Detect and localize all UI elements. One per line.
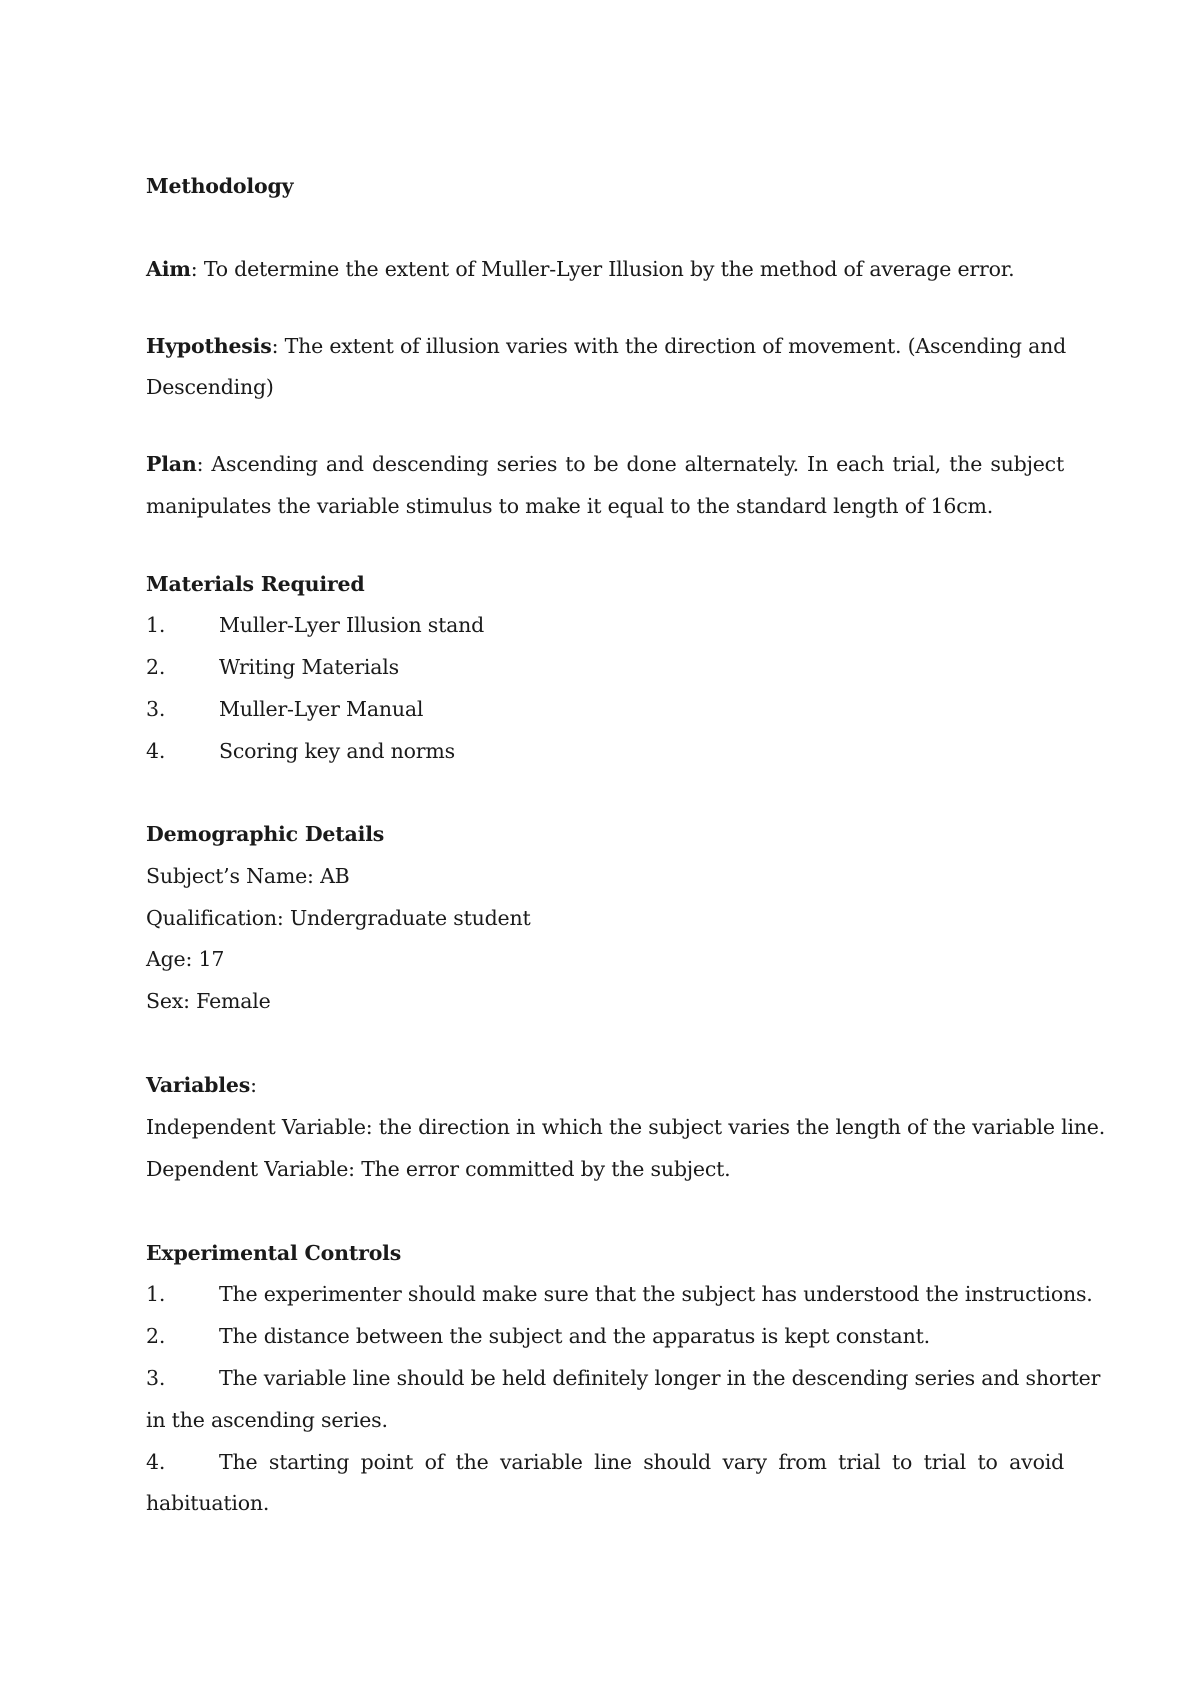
hypothesis-line-2: Descending) (146, 375, 274, 399)
aim-text: : To determine the extent of Muller-Lyer Illusion by the method of average error. (190, 257, 1015, 281)
variables-heading-line (146, 1064, 257, 1106)
document-page (146, 0, 1106, 1698)
subject-sex: Sex: Female (146, 989, 271, 1013)
demographic-heading: Demographic Details (146, 822, 385, 846)
aim-paragraph (146, 248, 1014, 290)
list-item (146, 730, 455, 772)
list-item-number: 1. (146, 613, 166, 637)
section-title: Methodology (146, 174, 294, 198)
hypothesis-text: : The extent of illusion varies with the direction of movement. (Ascending and (271, 334, 1067, 358)
plan-line-2: manipulates the variable stimulus to make it equal to the standard length of 16cm. (146, 494, 994, 518)
list-item (146, 1315, 930, 1357)
list-item (146, 646, 399, 688)
list-item-text: The distance between the subject and the apparatus is kept constant. (219, 1324, 930, 1348)
dependent-variable: Dependent Variable: The error committed by the subject. (146, 1157, 731, 1181)
subject-qualification: Qualification: Undergraduate student (146, 906, 531, 930)
list-item-number: 2. (146, 655, 166, 679)
list-item-text: The starting point of the variable line should vary from trial to trial to avoid (219, 1450, 1064, 1474)
list-item-number: 2. (146, 1324, 166, 1348)
list-item-text: Muller-Lyer Manual (219, 697, 424, 721)
list-item (146, 1357, 1101, 1399)
list-item (146, 604, 484, 646)
list-item-continuation: habituation. (146, 1491, 270, 1515)
list-item (146, 1441, 1064, 1483)
independent-variable: Independent Variable: the direction in which the subject varies the length of the variable line. (146, 1115, 1106, 1139)
list-item-number: 4. (146, 739, 166, 763)
subject-age: Age: 17 (146, 947, 225, 971)
list-item-number: 3. (146, 1366, 166, 1390)
list-item-number: 1. (146, 1282, 166, 1306)
list-item-number: 3. (146, 697, 166, 721)
plan-line-1 (146, 443, 1064, 485)
variables-heading-suffix: : (250, 1073, 257, 1097)
hypothesis-line-1 (146, 325, 1067, 367)
list-item-text: Muller-Lyer Illusion stand (219, 613, 485, 637)
list-item-text: Scoring key and norms (219, 739, 455, 763)
list-item-continuation: in the ascending series. (146, 1408, 388, 1432)
list-item (146, 1273, 1093, 1315)
plan-text: : Ascending and descending series to be done alternately. In each trial, the subject (196, 452, 1064, 476)
subject-name: Subject’s Name: AB (146, 864, 350, 888)
materials-heading: Materials Required (146, 572, 365, 596)
list-item-number: 4. (146, 1450, 166, 1474)
variables-heading: Variables (146, 1073, 251, 1097)
list-item-text: The experimenter should make sure that the subject has understood the instructions. (219, 1282, 1093, 1306)
plan-label: Plan (146, 452, 197, 476)
list-item (146, 688, 423, 730)
list-item-text: Writing Materials (219, 655, 399, 679)
hypothesis-label: Hypothesis (146, 334, 272, 358)
aim-label: Aim (146, 257, 191, 281)
controls-heading: Experimental Controls (146, 1241, 402, 1265)
list-item-text: The variable line should be held definitely longer in the descending series and shorter (219, 1366, 1101, 1390)
